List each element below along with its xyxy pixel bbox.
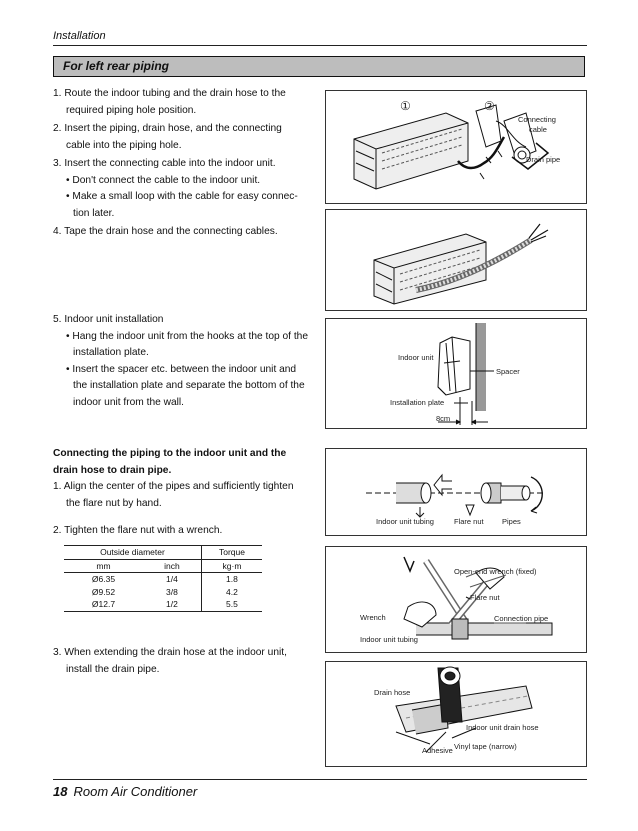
- label-wrench: Wrench: [360, 613, 386, 622]
- step-line: the installation plate and separate the bottom of the: [73, 380, 305, 391]
- label-connecting-cable: Connecting: [518, 115, 556, 124]
- connecting-heading: drain hose to drain pipe.: [53, 464, 172, 476]
- label-spacer: Spacer: [496, 367, 520, 376]
- table-subheader: inch: [143, 559, 201, 573]
- step-line: 2. Insert the piping, drain hose, and the connecting: [53, 123, 282, 134]
- table-cell: 1/2: [143, 598, 201, 611]
- table-row: [64, 573, 262, 586]
- header-rule: [53, 45, 587, 46]
- step-line: 3. When extending the drain hose at the indoor unit,: [53, 647, 287, 658]
- step-line: 1. Route the indoor tubing and the drain hose to the: [53, 88, 286, 99]
- table-cell: 1/4: [166, 574, 178, 585]
- step-line: install the drain pipe.: [66, 663, 160, 675]
- step-line: • Make a small loop with the cable for easy connec-: [66, 191, 298, 202]
- step-line: • Insert the spacer etc. between the indoor unit and: [66, 363, 297, 375]
- figure-piping-route: [325, 90, 587, 204]
- table-row: [64, 586, 262, 599]
- step-line: installation plate.: [73, 347, 149, 358]
- label-connecting-cable: cable: [529, 125, 547, 134]
- label-indoor-unit-drain-hose: Indoor unit drain hose: [466, 723, 539, 732]
- table-cell: Ø12.7: [64, 598, 143, 611]
- figure-drain-hose: [325, 661, 587, 767]
- table-cell: 3/8: [166, 586, 178, 597]
- label-vinyl-tape: Vinyl tape (narrow): [454, 742, 517, 751]
- section-title: Installation: [53, 30, 106, 42]
- label-indoor-unit: Indoor unit: [398, 353, 434, 362]
- footer-rule: [53, 779, 587, 780]
- step-line: 5. Indoor unit installation: [53, 314, 164, 325]
- label-open-end-wrench: Open-end wrench (fixed): [454, 567, 537, 576]
- label-dimension: 8cm: [436, 414, 451, 423]
- banner-text: For left rear piping: [63, 59, 170, 73]
- label-flare-nut: Flare nut: [470, 593, 500, 602]
- step-line: indoor unit from the wall.: [73, 396, 184, 408]
- label-indoor-unit-tubing: Indoor unit tubing: [376, 517, 434, 526]
- step-line: • Hang the indoor unit from the hooks at the top of the: [66, 330, 308, 342]
- table-cell: Ø6.35: [91, 574, 116, 585]
- table-cell: Ø9.52: [91, 586, 116, 597]
- table-header: Torque: [201, 546, 262, 560]
- figure-indoor-unit-installation: [325, 318, 587, 429]
- connecting-block: [53, 446, 318, 512]
- label-drain-hose: Drain hose: [374, 688, 411, 697]
- table-cell: 1.8: [201, 573, 262, 586]
- label-drain-pipe: Drain pipe: [526, 155, 561, 164]
- step-line: cable into the piping hole.: [66, 139, 182, 151]
- callout-number: ②: [484, 99, 495, 113]
- figure-pipe-alignment: [325, 448, 587, 536]
- label-flare-nut: Flare nut: [454, 517, 484, 526]
- step-line: tion later.: [73, 207, 115, 219]
- table-cell: 5.5: [201, 598, 262, 611]
- label-adhesive: Adhesive: [422, 746, 453, 755]
- step3-block: [53, 645, 318, 678]
- label-indoor-unit-tubing: Indoor unit tubing: [360, 635, 418, 644]
- step-line: 4. Tape the drain hose and the connecting cables.: [53, 226, 278, 237]
- section-banner: [53, 56, 585, 77]
- table-row: [64, 598, 262, 611]
- callout-number: ①: [400, 99, 411, 113]
- figure-wrench-tightening: [325, 546, 587, 653]
- step-line: • Don't connect the cable to the indoor unit.: [66, 174, 261, 186]
- page-number: 18: [53, 784, 68, 799]
- figure-taping: [325, 209, 587, 311]
- steps-block-a: [53, 86, 318, 241]
- footer-title: Room Air Conditioner: [73, 784, 198, 799]
- label-pipes: Pipes: [502, 517, 521, 526]
- table-header: Outside diameter: [64, 546, 201, 560]
- torque-table: [64, 545, 262, 612]
- step-line: the flare nut by hand.: [66, 497, 162, 509]
- connecting-heading: Connecting the piping to the indoor unit and the: [53, 448, 287, 459]
- footer: [53, 784, 197, 799]
- step5-block: [53, 312, 318, 411]
- step-line: required piping hole position.: [66, 104, 197, 116]
- step-line: 3. Insert the connecting cable into the indoor unit.: [53, 158, 276, 169]
- table-subheader: mm: [64, 559, 143, 573]
- table-subheader: kg·m: [201, 559, 262, 573]
- table-cell: 4.2: [201, 586, 262, 599]
- step-line: 2. Tighten the flare nut with a wrench.: [53, 525, 223, 536]
- step-line: 1. Align the center of the pipes and sufficiently tighten: [53, 481, 294, 492]
- label-installation-plate: Installation plate: [390, 398, 445, 407]
- label-connection-pipe: Connection pipe: [494, 614, 549, 623]
